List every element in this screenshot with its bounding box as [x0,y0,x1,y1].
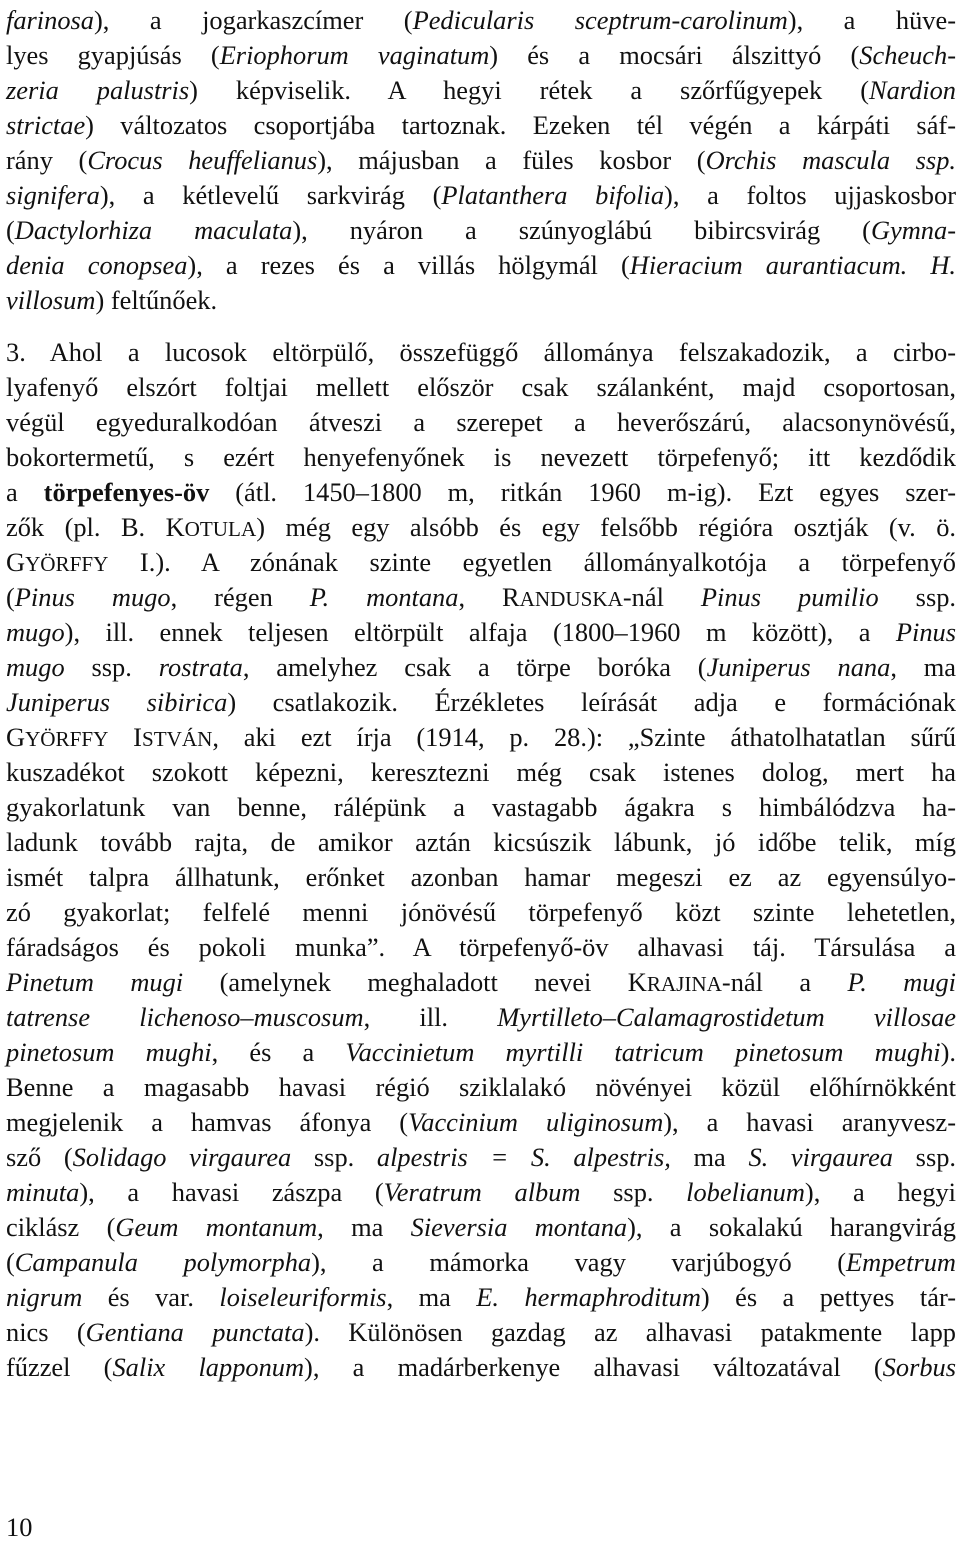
text-line: farinosa), a jogarkaszcímer (Pedicularis sceptrum-carolinum), a hüve- [6,5,956,35]
text-line: tatrense lichenoso–muscosum, ill. Myrtilleto–Calamagrostidetum villosae [6,1002,956,1032]
text-line: Juniperus sibirica) csatlakozik. Érzékletes leírását adja e formációnak [6,687,956,717]
text-line: bokortermetű, s ezért henyefenyőnek is nevezett törpefenyő; itt kezdődik [6,442,956,472]
text-line: Pinetum mugi (amelynek meghaladott nevei KRAJINA-nál a P. mugi [6,967,956,997]
text-line: Benne a magasabb havasi régió sziklalakó növényei közül előhírnökként [6,1072,956,1102]
text-line: villosum) feltűnőek. [6,285,218,315]
text-line: zó gyakorlat; felfelé menni jónövésű törpefenyő közt szinte lehetetlen, [6,897,956,927]
text-line: GYÖRFFY I.). A zónának szinte egyetlen állományalkotója a törpefenyő [6,547,956,577]
text-line: denia conopsea), a rezes és a villás hölgymál (Hieracium aurantiacum. H. [6,250,957,280]
text-line: fűzzel (Salix lapponum), a madárberkenye alhavasi változatával (Sorbus [6,1352,956,1382]
text-line: zeria palustris) képviselik. A hegyi rétek a szőrfűgyepek (Nardion [6,75,956,105]
text-line: minuta), a havasi zászpa (Veratrum album ssp. lobelianum), a hegyi [6,1177,956,1207]
text-line: ciklász (Geum montanum, ma Sieversia montana), a sokalakú harangvirág [6,1212,956,1242]
text-line: ladunk tovább rajta, de amikor aztán kicsúszik lábunk, jó időbe telik, míg [6,827,956,857]
text-line: strictae) változatos csoportjába tartoznak. Ezeken tél végén a kárpáti sáf- [6,110,956,140]
text-line: nics (Gentiana punctata). Különösen gazdag az alhavasi patakmente lapp [6,1317,957,1347]
bold-term: törpefenyes-öv [43,477,210,507]
text-line: mugo ssp. rostrata, amelyhez csak a törpe boróka (Juniperus nana, ma [6,652,957,682]
text-line: (Campanula polymorpha), a mámorka vagy varjúbogyó (Empetrum [6,1247,956,1277]
text-line: (Dactylorhiza maculata), nyáron a szúnyoglábú bibircsvirág (Gymna- [6,215,956,245]
text-line: lyafenyő elszórt foltjai mellett először csak szálanként, majd csoportosan, [6,372,956,402]
text-line: 3. Ahol a lucosok eltörpülő, összefüggő állománya felszakadozik, a cirbo- [6,337,956,367]
text-line: signifera), a kétlevelű sarkvirág (Platanthera bifolia), a foltos ujjaskosbor [6,180,956,210]
text-line: lyes gyapjúsás (Eriophorum vaginatum) és a mocsári álszittyó (Scheuch- [6,40,956,70]
text-line: kuszadékot szokott képezni, keresztezni még csak istenes dolog, mert ha [6,757,956,787]
page-number: 10 [6,1512,33,1542]
text-line: megjelenik a hamvas áfonya (Vaccinium uliginosum), a havasi aranyvesz- [6,1107,956,1137]
text-line: a törpefenyes-öv (átl. 1450–1800 m, ritkán 1960 m-ig). Ezt egyes szer- [6,477,957,507]
text-line: pinetosum mughi, és a Vaccinietum myrtilli tatricum pinetosum mughi). [6,1037,957,1067]
text-line: fáradságos és pokoli munka”. A törpefenyő-öv alhavasi táj. Társulása a [6,932,956,962]
text-line: ismét talpra állhatunk, erőnket azonban hamar megeszi ez az egyensúlyo- [6,862,956,892]
text-line: mugo), ill. ennek teljesen eltörpült alfaja (1800–1960 m között), a Pinus [6,617,956,647]
text-line: (Pinus mugo, régen P. montana, RANDUSKA-nál Pinus pumilio ssp. [6,582,957,612]
text-line: végül egyeduralkodóan átveszi a szerepet a heverőszárú, alacsonynövésű, [6,407,956,437]
text-line: gyakorlatunk van benne, rálépünk a vastagabb ágakra s himbálódzva ha- [6,792,956,822]
text-line: sző (Solidago virgaurea ssp. alpestris = S. alpestris, ma S. virgaurea ssp. [6,1142,957,1172]
text-line: zők (pl. B. KOTULA) még egy alsóbb és egy felsőbb régióra osztják (v. ö. [6,512,956,542]
text-line: rány (Crocus heuffelianus), májusban a füles kosbor (Orchis mascula ssp. [6,145,956,175]
text-line: nigrum és var. loiseleuriformis, ma E. hermaphroditum) és a pettyes tár- [6,1282,956,1312]
text-line: GYÖRFFY ISTVÁN, aki ezt írja (1914, p. 28.): „Szinte áthatolhatatlan sűrű [6,722,956,752]
